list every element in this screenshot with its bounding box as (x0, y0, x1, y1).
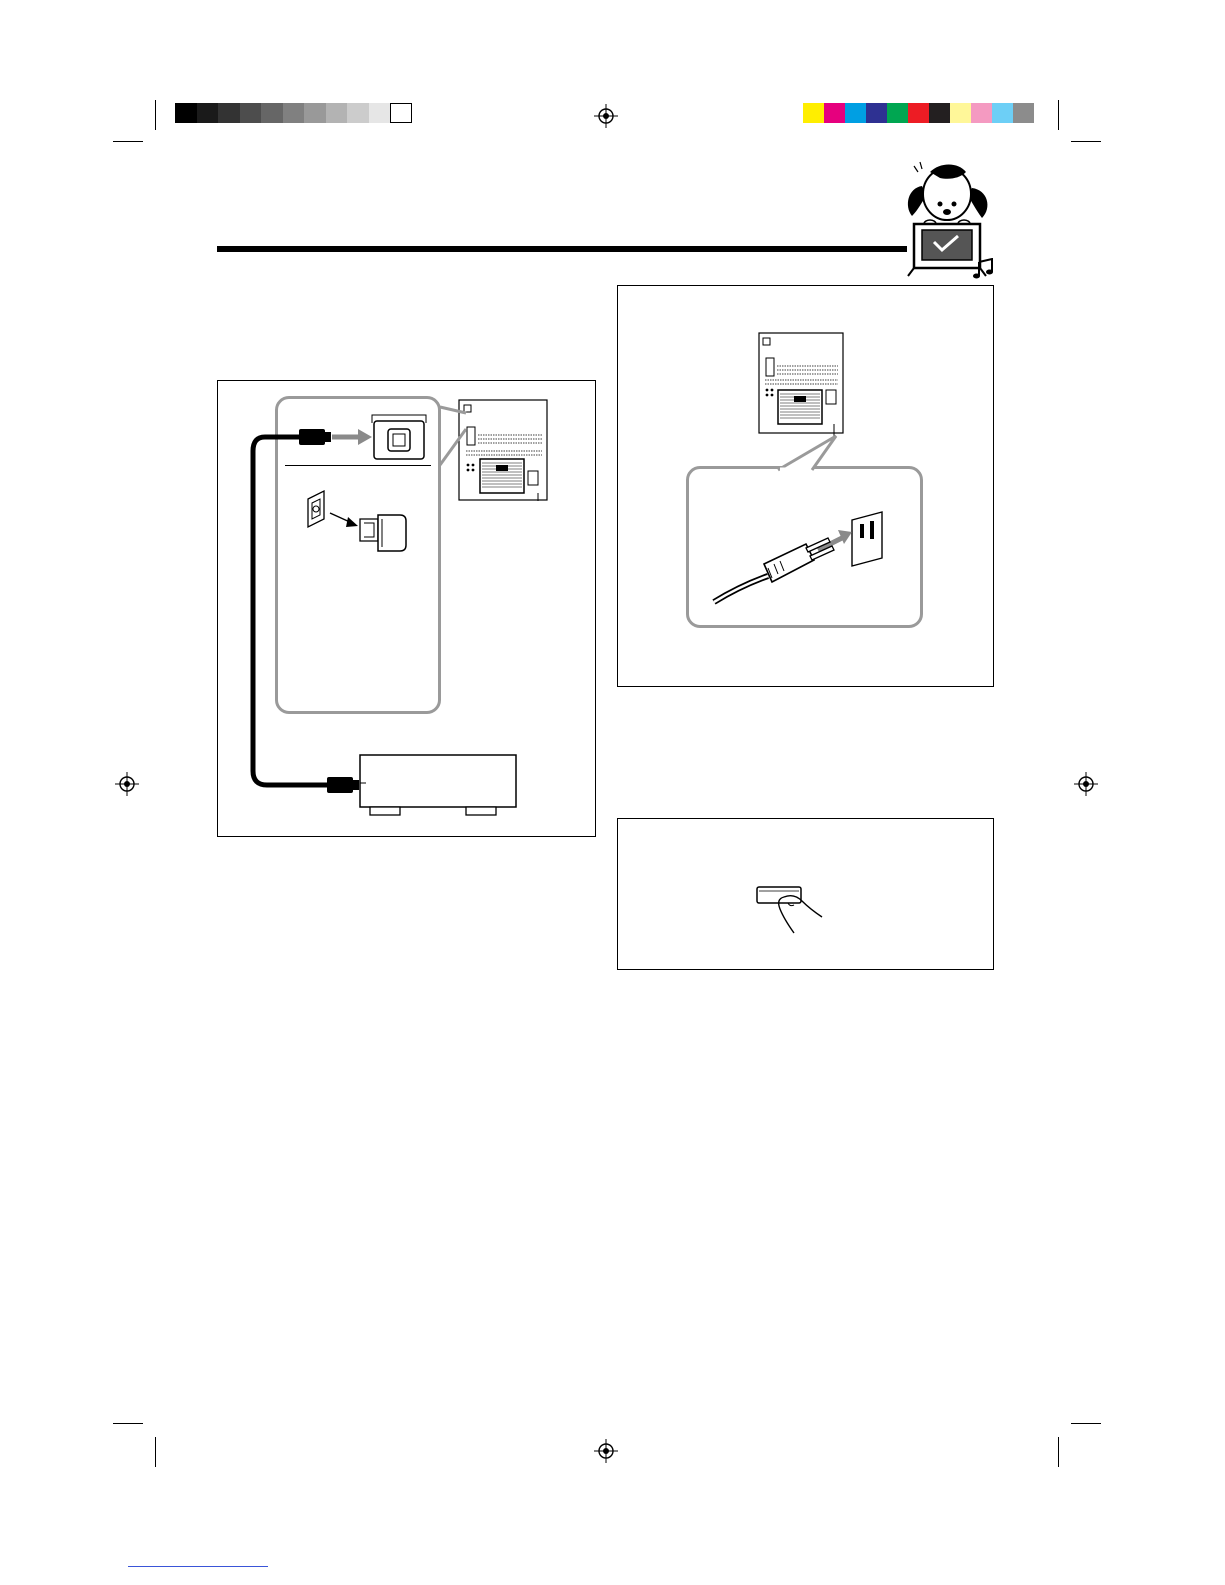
callout-pointer (768, 434, 848, 474)
crop-mark (1071, 1423, 1101, 1424)
crop-mark (155, 1437, 156, 1467)
grayscale-swatch (390, 103, 412, 123)
ac-power-connection-figure (617, 285, 994, 687)
registration-mark-icon (594, 104, 618, 128)
color-swatch (845, 103, 866, 123)
footer-link-underline (128, 1566, 268, 1567)
color-swatch (950, 103, 971, 123)
color-swatch (887, 103, 908, 123)
crop-mark (113, 141, 143, 142)
color-swatch (1013, 103, 1034, 123)
grayscale-swatch (283, 103, 305, 123)
grayscale-swatch (175, 103, 197, 123)
registration-mark-icon (594, 1439, 618, 1463)
registration-mark-icon (1074, 772, 1098, 796)
grayscale-swatch (240, 103, 262, 123)
section-header-rule (217, 246, 907, 252)
color-swatch (908, 103, 929, 123)
rear-panel-thumbnail (758, 332, 844, 436)
power-button-figure (617, 818, 994, 970)
crop-mark (1058, 1437, 1059, 1467)
crop-mark (155, 100, 156, 130)
color-swatch (971, 103, 992, 123)
grayscale-swatch (304, 103, 326, 123)
music-note-icon (972, 258, 996, 280)
insert-arrow-icon (330, 427, 374, 447)
source-component-icon (358, 753, 520, 819)
callout-pointer (436, 401, 476, 471)
optical-connection-figure (217, 380, 596, 837)
grayscale-swatch (261, 103, 283, 123)
grayscale-swatch (326, 103, 348, 123)
color-swatch (929, 103, 950, 123)
color-swatch (866, 103, 887, 123)
grayscale-swatch (218, 103, 240, 123)
optical-cable (243, 421, 393, 801)
finger-pressing-button-icon (754, 883, 838, 943)
color-swatch (803, 103, 824, 123)
registration-mark-icon (115, 772, 139, 796)
crop-mark (113, 1423, 143, 1424)
crop-mark (1058, 100, 1059, 130)
color-swatch (992, 103, 1013, 123)
crop-mark (1071, 141, 1101, 142)
color-swatch (824, 103, 845, 123)
dust-cap-removal-icon (302, 489, 422, 569)
grayscale-swatch (369, 103, 391, 123)
power-plug-icon (710, 498, 910, 608)
grayscale-swatch (197, 103, 219, 123)
grayscale-swatch (347, 103, 369, 123)
